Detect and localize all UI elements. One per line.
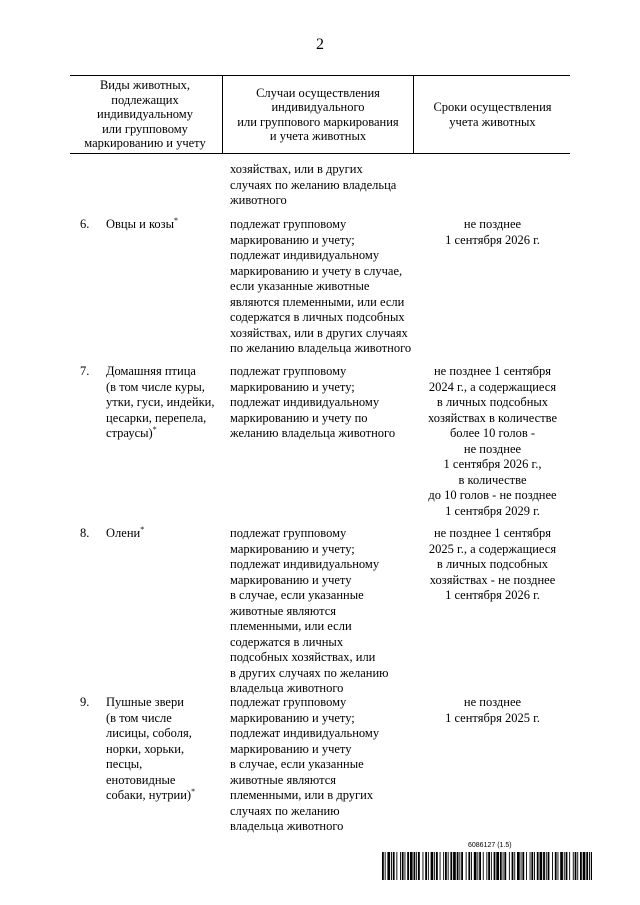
row-number: 9. — [80, 695, 90, 709]
header-animal-types-text: Виды животных, подлежащих индивидуальному или групповому маркированию и учету — [84, 78, 206, 151]
header-animal-types — [70, 76, 220, 153]
marking-cases: подлежат групповому маркированию и учету; подлежат индивидуальному маркированию и учету в случае, если указанные животные являются племенными, или если содержатся в личных подсобных хозяйствах, или в других случаях по желанию владельца животного — [230, 217, 412, 355]
footnote-mark: * — [140, 524, 145, 534]
animal-name-text: Пушные звери (в том числе лисицы, соболя, норки, хорьки, песцы, енотовидные собаки, нутрии) — [106, 695, 192, 802]
header-marking-cases — [222, 76, 414, 153]
header-deadlines-text: Сроки осуществления учета животных — [433, 100, 552, 129]
animal-name — [106, 695, 224, 804]
row-number: 7. — [80, 364, 90, 378]
animal-name — [106, 364, 224, 442]
page-number: 2 — [316, 36, 324, 53]
deadline: не позднее 1 сентября 2026 г. — [445, 217, 540, 247]
deadline: не позднее 1 сентября 2025 г., а содержащиеся в личных подсобных хозяйствах - не позднее 1 сентября 2026 г. — [428, 526, 557, 602]
footnote-mark: * — [191, 786, 196, 796]
marking-cases: подлежат групповому маркированию и учету; подлежат индивидуальному маркированию и учету в случае, если указанные животные являются племенными, или если содержатся в личных подсобных хозяйствах, или в других случаях по желанию владельца животного — [230, 526, 389, 695]
document-code: 6086127 (1.5) — [468, 842, 512, 849]
animal-name-text: Домашняя птица (в том числе куры, утки, гуси, индейки, цесарки, перепела, страусы) — [106, 364, 215, 440]
deadline: не позднее 1 сентября 2025 г. — [445, 695, 540, 725]
header-deadlines — [415, 76, 570, 153]
animal-name — [106, 526, 224, 542]
header-marking-cases-text: Случаи осуществления индивидуального или группового маркирования и учета животных — [237, 85, 399, 143]
marking-cases: подлежат групповому маркированию и учету; подлежат индивидуальному маркированию и учету в случае, если указанные животные являются племенными, или в других случаях по желанию владельца животного — [230, 695, 380, 833]
animal-name-text: Олени — [106, 526, 141, 540]
marking-cases: подлежат групповому маркированию и учету; подлежат индивидуальному маркированию и учету по желанию владельца животного — [230, 364, 396, 440]
continuation-text: хозяйствах, или в других случаях по желанию владельца животного — [230, 162, 397, 207]
table-header — [70, 75, 570, 154]
barcode — [382, 852, 592, 880]
animal-name-text: Овцы и козы — [106, 217, 174, 231]
footnote-mark: * — [173, 215, 178, 225]
deadline: не позднее 1 сентября 2024 г., а содержащиеся в личных подсобных хозяйствах в количестве более 10 голов - не позднее 1 сентября 2026 г., в количестве до 10 голов - не позднее 1 сентября 2029 г. — [427, 364, 558, 518]
row-number: 8. — [80, 526, 90, 540]
animal-name — [106, 217, 224, 233]
row-number: 6. — [80, 217, 90, 231]
footnote-mark: * — [152, 424, 157, 434]
